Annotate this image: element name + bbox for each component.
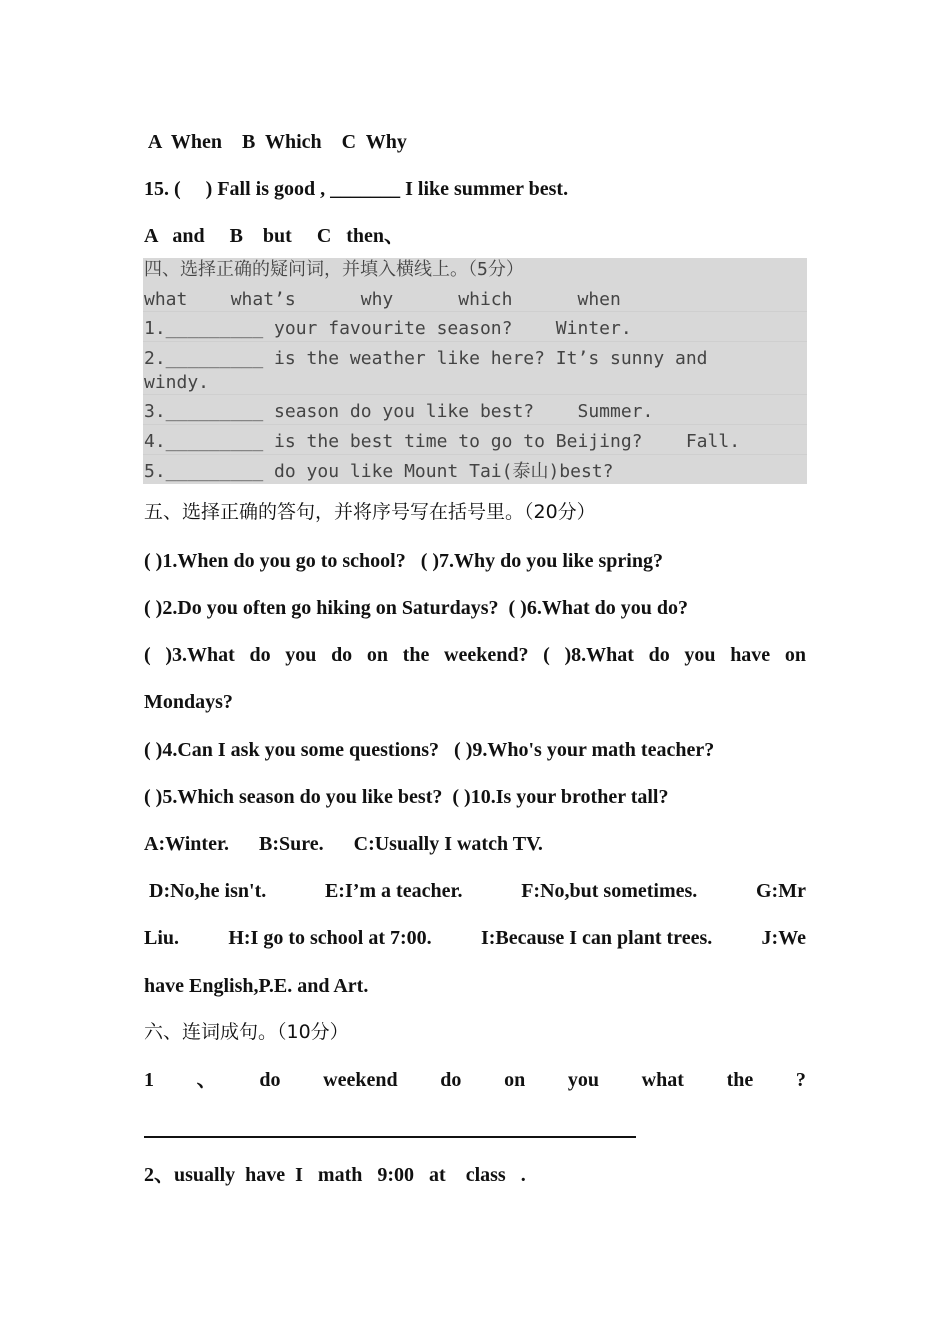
section5-answers-j-cont: have English,P.E. and Art.	[144, 975, 369, 997]
section6-q1: 1 、 do weekend do on you what the ?	[144, 1069, 806, 1091]
section5-title: 五、选择正确的答句，并将序号写在括号里。（20分）	[144, 501, 596, 523]
q15-options: A and B but C then、	[144, 225, 405, 247]
section5-q1-q7: ( )1.When do you go to school? ( )7.Why do you like spring?	[144, 550, 663, 572]
section5-q5-q10: ( )5.Which season do you like best? ( )10.Is your brother tall?	[144, 786, 669, 808]
section5-q8-cont: Mondays?	[144, 691, 233, 713]
section6-title: 六、连词成句。（10分）	[144, 1021, 349, 1043]
q14-options: A When B Which C Why	[144, 131, 407, 153]
section6-q2: 2、usually have I math 9:00 at class .	[144, 1164, 526, 1186]
section4-item-5: 5._________ do you like Mount Tai(泰山)best?	[144, 461, 614, 482]
section4-item-3: 3._________ season do you like best? Summer.	[144, 401, 654, 422]
q15-question: 15. ( ) Fall is good , _______ I like summer best.	[144, 178, 569, 200]
section4-item-4: 4._________ is the best time to go to Beijing? Fall.	[144, 431, 741, 452]
section4-title: 四、选择正确的疑问词，并填入横线上。（5分）	[144, 259, 524, 280]
section5-q4-q9: ( )4.Can I ask you some questions? ( )9.Who's your math teacher?	[144, 739, 715, 761]
section5-answers-h-j: Liu. H:I go to school at 7:00. I:Because I can plant trees. J:We	[144, 927, 806, 949]
section4-word-bank: what what’s why which when	[144, 289, 621, 310]
section5-q2-q6: ( )2.Do you often go hiking on Saturdays? ( )6.What do you do?	[144, 597, 688, 619]
section4-item-1: 1._________ your favourite season? Winter.	[144, 318, 632, 339]
section5-answers-a-c: A:Winter. B:Sure. C:Usually I watch TV.	[144, 833, 543, 855]
section4-item-2: 2._________ is the weather like here? It’s sunny and	[144, 348, 708, 369]
section5-answers-d-g: D:No,he isn't. E:I’m a teacher. F:No,but sometimes. G:Mr	[144, 880, 806, 902]
section6-q1-answer-line	[144, 1136, 636, 1138]
section5-q3-q8: ( )3.What do you do on the weekend? ( )8.What do you have on	[144, 644, 806, 666]
section4-item-2-cont: windy.	[144, 372, 210, 393]
